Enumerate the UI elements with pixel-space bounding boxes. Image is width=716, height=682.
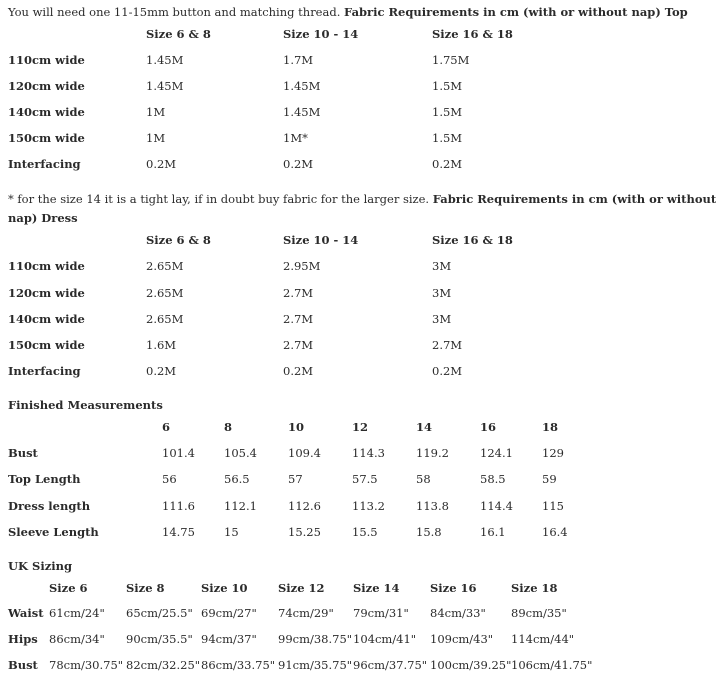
uk-header: Size 10 [201, 581, 248, 595]
top-row-label: 110cm wide [8, 53, 85, 67]
dress-cell: 2.95M [283, 259, 321, 273]
finished-header: 10 [288, 420, 305, 434]
finished-cell: 59 [542, 472, 557, 486]
top-cell: 0.2M [146, 157, 177, 171]
dress-row-label: 110cm wide [8, 259, 85, 273]
dress-header-size-16-18: Size 16 & 18 [432, 233, 513, 247]
finished-cell: 112.6 [288, 499, 321, 513]
finished-cell: 14.75 [162, 525, 195, 539]
finished-header: 18 [542, 420, 559, 434]
dress-cell: 2.7M [283, 338, 314, 352]
uk-row-label: Hips [8, 632, 38, 646]
top-cell: 1.5M [432, 79, 463, 93]
finished-row-label: Sleeve Length [8, 525, 99, 539]
top-header-size-10-14: Size 10 - 14 [283, 27, 359, 41]
top-row-label: 120cm wide [8, 79, 85, 93]
uk-header: Size 6 [49, 581, 88, 595]
finished-cell: 115 [542, 499, 564, 513]
top-row-label: 140cm wide [8, 105, 85, 119]
dress-cell: 2.7M [432, 338, 463, 352]
top-cell: 1.5M [432, 105, 463, 119]
top-cell: 0.2M [432, 157, 463, 171]
uk-row-label: Bust [8, 658, 38, 672]
intro-text: You will need one 11-15mm button and matching thread. [8, 5, 341, 19]
uk-cell: 69cm/27" [201, 606, 257, 620]
finished-row-label: Dress length [8, 499, 91, 513]
finished-header: 12 [352, 420, 369, 434]
finished-cell: 113.8 [416, 499, 449, 513]
dress-cell: 2.65M [146, 312, 184, 326]
finished-cell: 56 [162, 472, 177, 486]
uk-cell: 82cm/32.25" [126, 658, 201, 672]
finished-cell: 113.2 [352, 499, 385, 513]
top-cell: 1.5M [432, 131, 463, 145]
dress-fabric-heading: Fabric Requirements in cm (with or without [432, 192, 716, 206]
top-cell: 1.7M [283, 53, 314, 67]
dress-cell: 2.65M [146, 259, 184, 273]
finished-row-label: Bust [8, 446, 38, 460]
finished-header: 16 [480, 420, 497, 434]
finished-header: 8 [224, 420, 233, 434]
top-fabric-heading: Fabric Requirements in cm (with or without nap) Top [344, 5, 688, 19]
uk-cell: 79cm/31" [353, 606, 409, 620]
finished-cell: 15.5 [352, 525, 378, 539]
top-cell: 1.75M [432, 53, 470, 67]
uk-header: Size 18 [511, 581, 558, 595]
note-line-1 [8, 192, 716, 206]
dress-row-label: 150cm wide [8, 338, 85, 352]
uk-cell: 89cm/35" [511, 606, 567, 620]
top-row-label: Interfacing [8, 157, 81, 171]
uk-cell: 61cm/24" [49, 606, 105, 620]
dress-fabric-heading-cont: nap) Dress [8, 211, 78, 225]
dress-cell: 0.2M [283, 364, 314, 378]
dress-cell: 3M [432, 312, 452, 326]
finished-cell: 101.4 [162, 446, 195, 460]
dress-cell: 2.65M [146, 286, 184, 300]
dress-row-label: 120cm wide [8, 286, 85, 300]
finished-cell: 57.5 [352, 472, 378, 486]
dress-cell: 2.7M [283, 312, 314, 326]
uk-cell: 100cm/39.25" [430, 658, 512, 672]
uk-cell: 91cm/35.75" [278, 658, 353, 672]
uk-cell: 96cm/37.75" [353, 658, 428, 672]
finished-row-label: Top Length [8, 472, 81, 486]
note-text: * for the size 14 it is a tight lay, if in doubt buy fabric for the larger size. [8, 192, 430, 206]
top-header-size-16-18: Size 16 & 18 [432, 27, 513, 41]
finished-cell: 129 [542, 446, 564, 460]
finished-cell: 114.3 [352, 446, 385, 460]
uk-cell: 104cm/41" [353, 632, 417, 646]
finished-cell: 56.5 [224, 472, 250, 486]
finished-cell: 112.1 [224, 499, 257, 513]
finished-cell: 57 [288, 472, 303, 486]
top-header-size-6-8: Size 6 & 8 [146, 27, 211, 41]
dress-row-label: Interfacing [8, 364, 81, 378]
top-row-label: 150cm wide [8, 131, 85, 145]
finished-measurements-title: Finished Measurements [8, 398, 163, 412]
uk-header: Size 16 [430, 581, 477, 595]
uk-cell: 78cm/30.75" [49, 658, 124, 672]
top-cell: 1.45M [146, 53, 184, 67]
uk-cell: 84cm/33" [430, 606, 486, 620]
uk-cell: 86cm/34" [49, 632, 105, 646]
finished-cell: 58.5 [480, 472, 506, 486]
finished-cell: 109.4 [288, 446, 321, 460]
dress-cell: 0.2M [146, 364, 177, 378]
dress-cell: 0.2M [432, 364, 463, 378]
uk-cell: 106cm/41.75" [511, 658, 593, 672]
uk-cell: 99cm/38.75" [278, 632, 353, 646]
top-cell: 1M* [283, 131, 308, 145]
finished-cell: 124.1 [480, 446, 513, 460]
uk-cell: 94cm/37" [201, 632, 257, 646]
top-cell: 1M [146, 131, 166, 145]
intro-line [8, 5, 688, 19]
finished-cell: 58 [416, 472, 431, 486]
uk-cell: 74cm/29" [278, 606, 334, 620]
uk-row-label: Waist [8, 606, 44, 620]
finished-cell: 114.4 [480, 499, 513, 513]
uk-header: Size 8 [126, 581, 165, 595]
finished-cell: 16.4 [542, 525, 568, 539]
uk-cell: 65cm/25.5" [126, 606, 193, 620]
finished-cell: 15.25 [288, 525, 321, 539]
top-cell: 1.45M [146, 79, 184, 93]
dress-cell: 1.6M [146, 338, 177, 352]
uk-cell: 114cm/44" [511, 632, 575, 646]
finished-cell: 119.2 [416, 446, 449, 460]
top-cell: 1.45M [283, 79, 321, 93]
finished-header: 14 [416, 420, 433, 434]
dress-cell: 3M [432, 259, 452, 273]
top-cell: 1.45M [283, 105, 321, 119]
finished-cell: 15 [224, 525, 239, 539]
finished-cell: 111.6 [162, 499, 195, 513]
finished-cell: 105.4 [224, 446, 257, 460]
uk-cell: 109cm/43" [430, 632, 494, 646]
uk-cell: 86cm/33.75" [201, 658, 276, 672]
dress-cell: 3M [432, 286, 452, 300]
finished-header: 6 [162, 420, 171, 434]
top-cell: 1M [146, 105, 166, 119]
finished-cell: 16.1 [480, 525, 506, 539]
uk-sizing-title: UK Sizing [8, 559, 73, 573]
dress-header-size-6-8: Size 6 & 8 [146, 233, 211, 247]
dress-cell: 2.7M [283, 286, 314, 300]
dress-header-size-10-14: Size 10 - 14 [283, 233, 359, 247]
top-cell: 0.2M [283, 157, 314, 171]
uk-header: Size 14 [353, 581, 400, 595]
uk-cell: 90cm/35.5" [126, 632, 193, 646]
finished-cell: 15.8 [416, 525, 442, 539]
uk-header: Size 12 [278, 581, 325, 595]
dress-row-label: 140cm wide [8, 312, 85, 326]
